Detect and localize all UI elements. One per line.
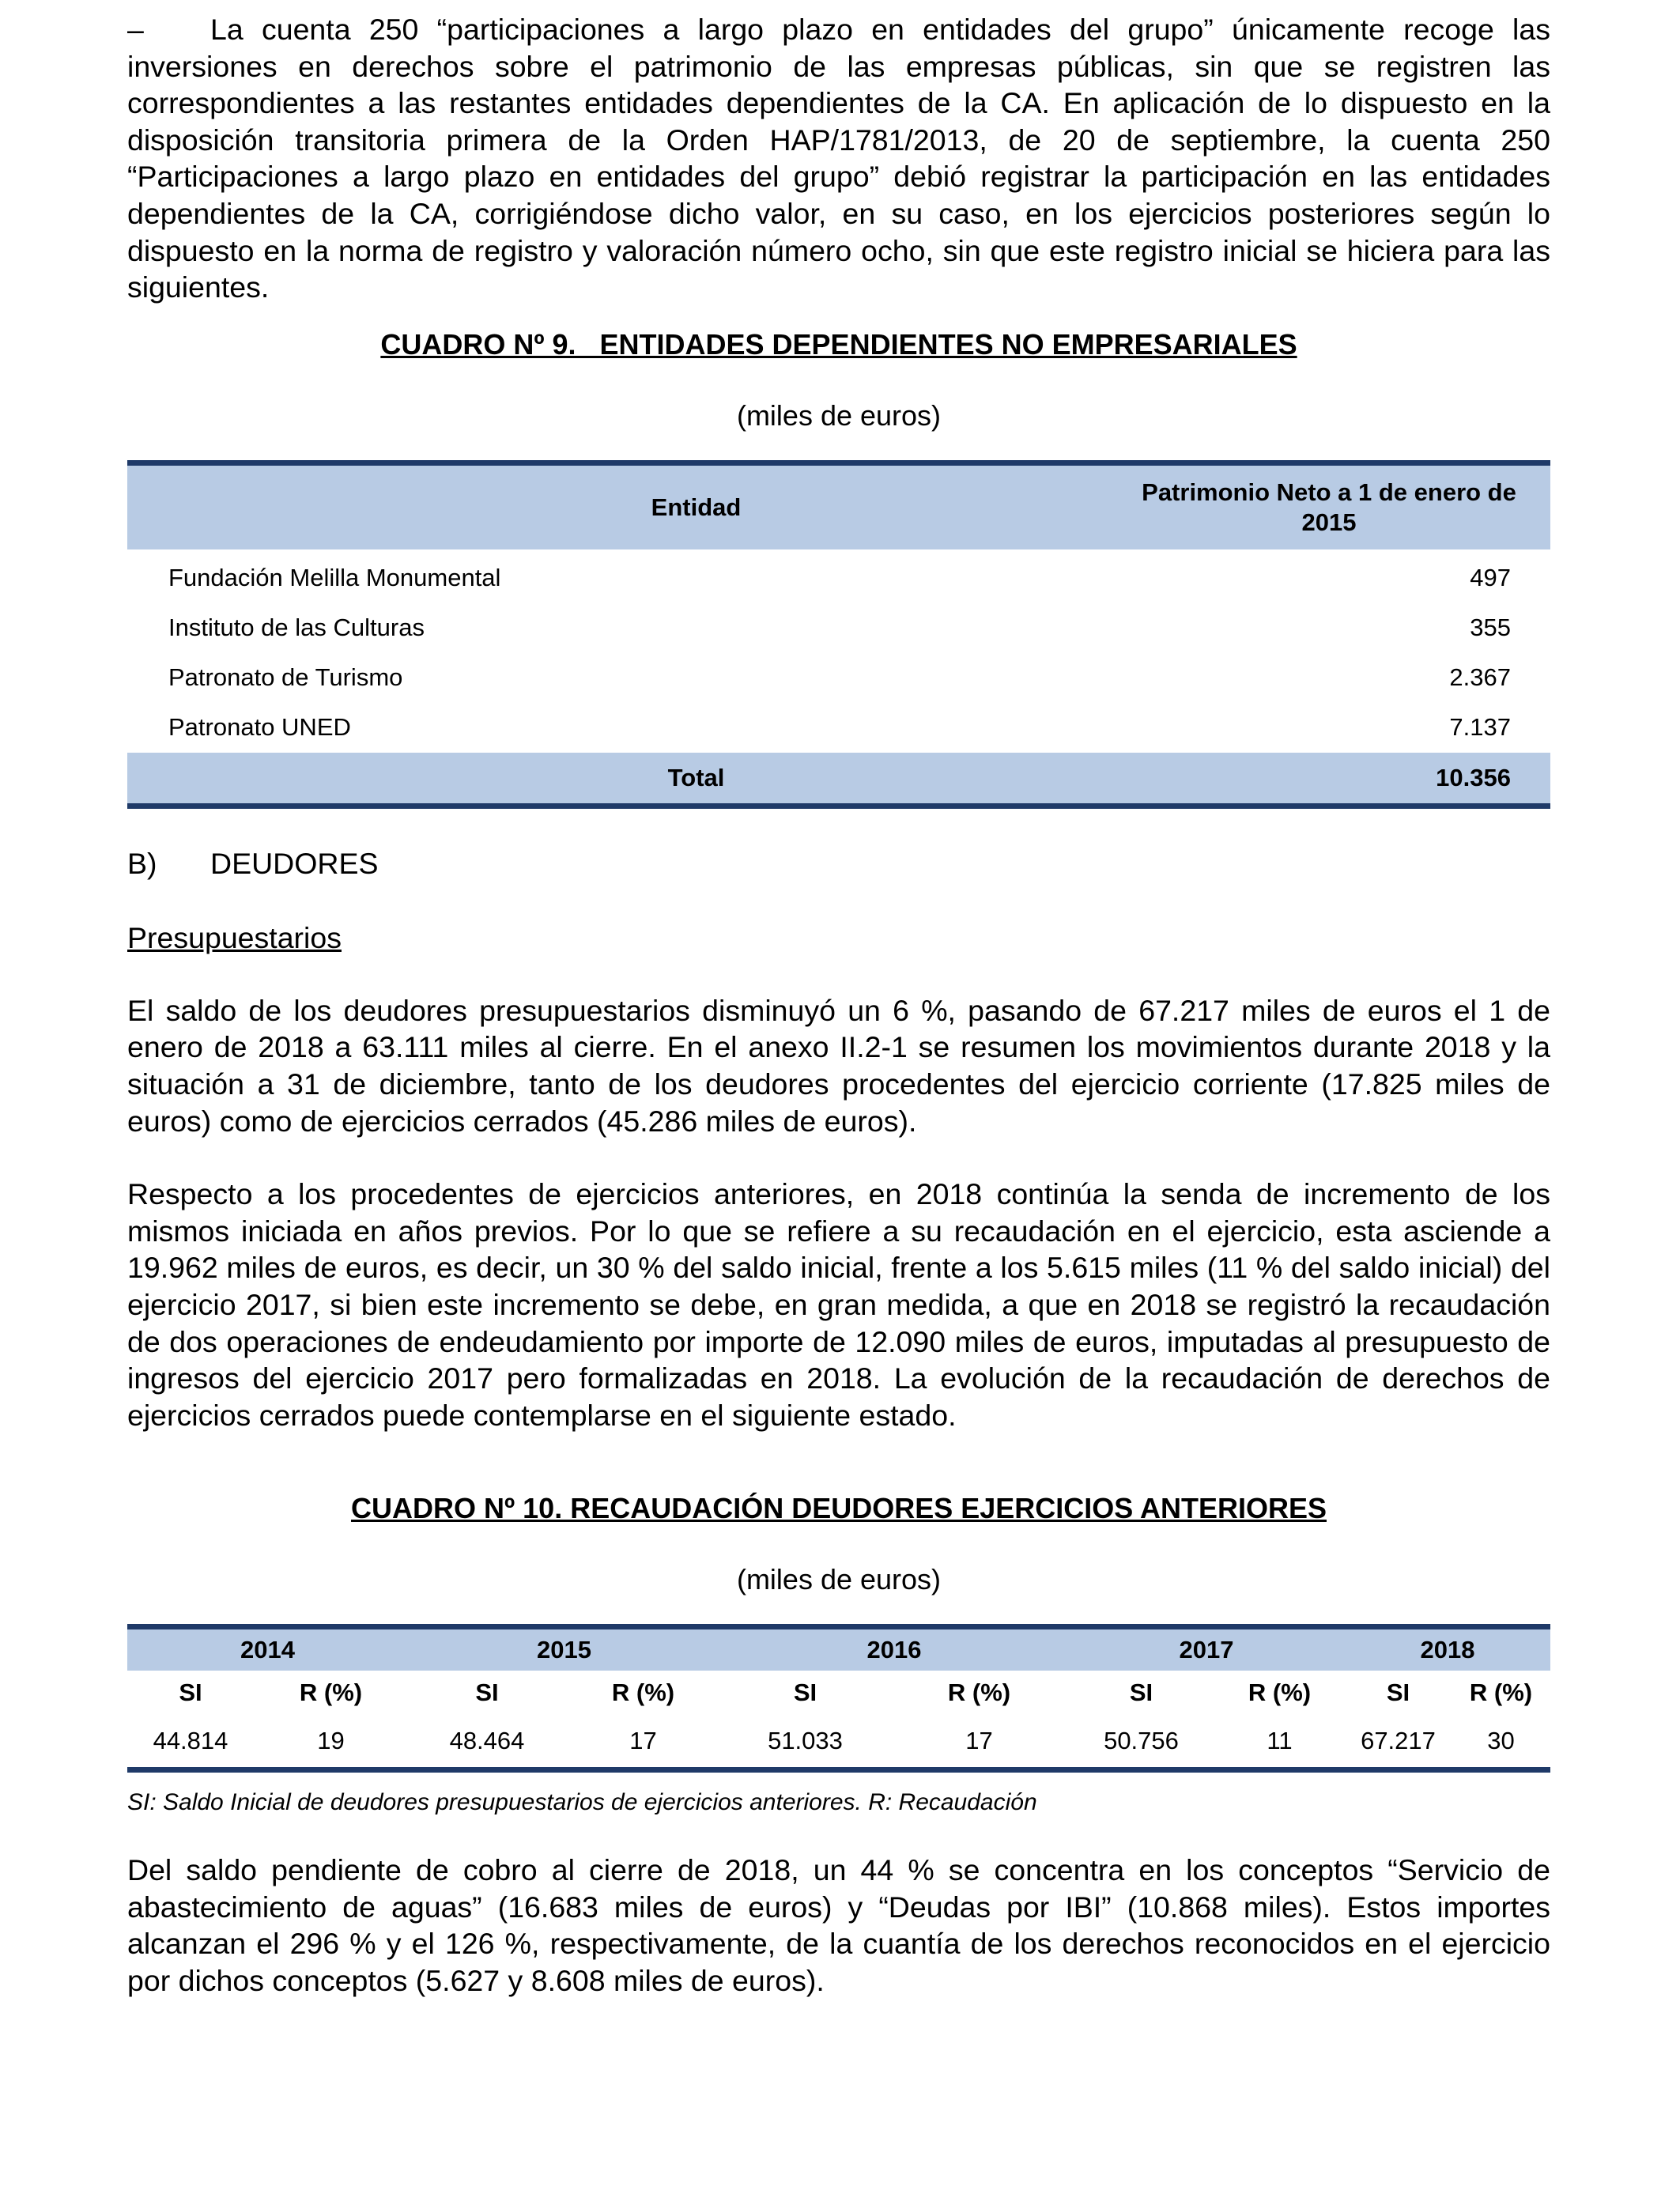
table10-cell-r: 17 bbox=[965, 1727, 993, 1755]
table9-header-patrimonio: Patrimonio Neto a 1 de enero de 2015 bbox=[1108, 463, 1550, 549]
table9-header-row bbox=[127, 463, 1550, 549]
table-row bbox=[127, 603, 1550, 653]
table10-cell-si: 48.464 bbox=[449, 1727, 525, 1755]
table-row bbox=[127, 549, 1550, 603]
table9-total-row bbox=[127, 753, 1550, 806]
table9-cell-value: 2.367 bbox=[1449, 663, 1511, 692]
presupuestarios-subheading: Presupuestarios bbox=[127, 920, 342, 954]
table10-year: 2017 bbox=[1068, 1627, 1345, 1671]
table9-title: CUADRO Nº 9. ENTIDADES DEPENDIENTES NO EMPRESARIALES bbox=[380, 327, 1297, 361]
table9-header-entidad: Entidad bbox=[127, 463, 1108, 549]
table9-cell-name: Fundación Melilla Monumental bbox=[168, 564, 501, 592]
table-recaudacion-deudores bbox=[127, 1624, 1550, 1773]
table10-header-r: R (%) bbox=[1469, 1679, 1533, 1707]
table9-cell-name: Instituto de las Culturas bbox=[168, 614, 425, 642]
paragraph-cuenta-250-text: La cuenta 250 “participaciones a largo plazo en entidades del grupo” únicamente recoge las inversiones en derechos sobre el patrimonio de las empresas públicas, sin que se registren las correspondientes a las restantes entidades dependientes de la CA. En aplicación de lo dispuesto en la disposición transitoria primera de la Orden HAP/1781/2013, de 20 de septiembre, la cuenta 250 “Participaciones a largo plazo en entidades del grupo” debió registrar la participación en las entidades dependientes de la CA, corrigiéndose dicho valor, en su caso, en los ejercicios posteriores según lo dispuesto en la norma de registro y valoración número ocho, sin que este registro inicial se hiciera para las siguientes. bbox=[127, 13, 1550, 304]
table10-cell-si: 51.033 bbox=[768, 1727, 843, 1755]
table10-cell-r: 19 bbox=[317, 1727, 345, 1755]
paragraph-saldo-pendiente: Del saldo pendiente de cobro al cierre de 2018, un 44 % se concentra en los conceptos “Servicio de abastecimiento de aguas” (16.683 miles de euros) y “Deudas por IBI” (10.868 miles). Estos importes alcanzan el 296 % y el 126 %, respectivamente, de la cuantía de los derechos reconocidos en el ejercicio por dichos conceptos (5.627 y 8.608 miles de euros). bbox=[127, 1853, 1550, 1998]
document-content bbox=[127, 11, 1550, 2000]
table10-year-row bbox=[127, 1627, 1550, 1671]
table-entidades-dependientes bbox=[127, 460, 1550, 809]
table10-header-si: SI bbox=[179, 1679, 202, 1707]
paragraph-cuenta-250 bbox=[127, 11, 1550, 306]
table10-header-r: R (%) bbox=[947, 1679, 1011, 1707]
table10-subheader-row bbox=[127, 1671, 1550, 1715]
table-row bbox=[127, 703, 1550, 753]
table9-cell-name: Patronato UNED bbox=[168, 713, 351, 742]
table10-header-si: SI bbox=[1129, 1679, 1153, 1707]
table10-header-r: R (%) bbox=[299, 1679, 363, 1707]
table10-note: SI: Saldo Inicial de deudores presupuestarios de ejercicios anteriores. R: Recaudación bbox=[127, 1789, 1037, 1816]
table9-cell-value: 7.137 bbox=[1449, 713, 1511, 742]
table10-title: CUADRO Nº 10. RECAUDACIÓN DEUDORES EJERCICIOS ANTERIORES bbox=[351, 1492, 1327, 1525]
table10-year: 2014 bbox=[127, 1627, 408, 1671]
table9-total-label: Total bbox=[127, 753, 1108, 806]
paragraph-saldo-deudores: El saldo de los deudores presupuestarios disminuyó un 6 %, pasando de 67.217 miles de euros el 1 de enero de 2018 a 63.111 miles al cierre. En el anexo II.2-1 se resumen los movimientos durante 2018 y la situación a 31 de diciembre, tanto de los deudores procedentes del ejercicio corriente (17.825 miles de euros) como de ejercicios cerrados (45.286 miles de euros). bbox=[127, 993, 1550, 1138]
table10-cell-r: 30 bbox=[1487, 1727, 1515, 1755]
table10-header-si: SI bbox=[475, 1679, 499, 1707]
table10-header-r: R (%) bbox=[1248, 1679, 1312, 1707]
section-b-title: DEUDORES bbox=[210, 846, 379, 880]
paragraph-ejercicios-anteriores: Respecto a los procedentes de ejercicios anteriores, en 2018 continúa la senda de incremento de los mismos iniciada en años previos. Por lo que se refiere a su recaudación en el ejercicio, esta asciende a 19.962 miles de euros, es decir, un 30 % del saldo inicial, frente a los 5.615 miles (11 % del saldo inicial) del ejercicio 2017, si bien este incremento se debe, en gran medida, a que en 2018 se registró la recaudación de dos operaciones de endeudamiento por importe de 12.090 miles de euros, imputadas al presupuesto de ingresos del ejercicio 2017 pero formalizadas en 2018. La evolución de la recaudación de derechos de ejercicios cerrados puede contemplarse en el siguiente estado. bbox=[127, 1177, 1550, 1432]
table-row bbox=[127, 653, 1550, 703]
table10-year: 2015 bbox=[408, 1627, 720, 1671]
table10-header-r: R (%) bbox=[611, 1679, 675, 1707]
table10-cell-si: 67.217 bbox=[1361, 1727, 1436, 1755]
table10-cell-r: 17 bbox=[629, 1727, 657, 1755]
table10-cell-r: 11 bbox=[1267, 1727, 1293, 1755]
table9-cell-name: Patronato de Turismo bbox=[168, 663, 403, 692]
table10-header-si: SI bbox=[793, 1679, 817, 1707]
table10-cell-si: 50.756 bbox=[1104, 1727, 1179, 1755]
table-row bbox=[127, 1715, 1550, 1770]
table9-cell-value: 355 bbox=[1470, 614, 1511, 642]
table10-header-si: SI bbox=[1386, 1679, 1410, 1707]
table10-subtitle: (miles de euros) bbox=[736, 1563, 942, 1596]
section-b-letter: B) bbox=[127, 846, 157, 880]
table9-subtitle: (miles de euros) bbox=[736, 398, 942, 432]
bullet-dash: – bbox=[127, 13, 144, 46]
table9-total-value: 10.356 bbox=[1108, 753, 1550, 806]
section-b-heading bbox=[127, 845, 1550, 882]
table9-cell-value: 497 bbox=[1470, 564, 1511, 592]
table10-year: 2018 bbox=[1345, 1627, 1550, 1671]
table10-year: 2016 bbox=[720, 1627, 1068, 1671]
table10-cell-si: 44.814 bbox=[153, 1727, 228, 1755]
